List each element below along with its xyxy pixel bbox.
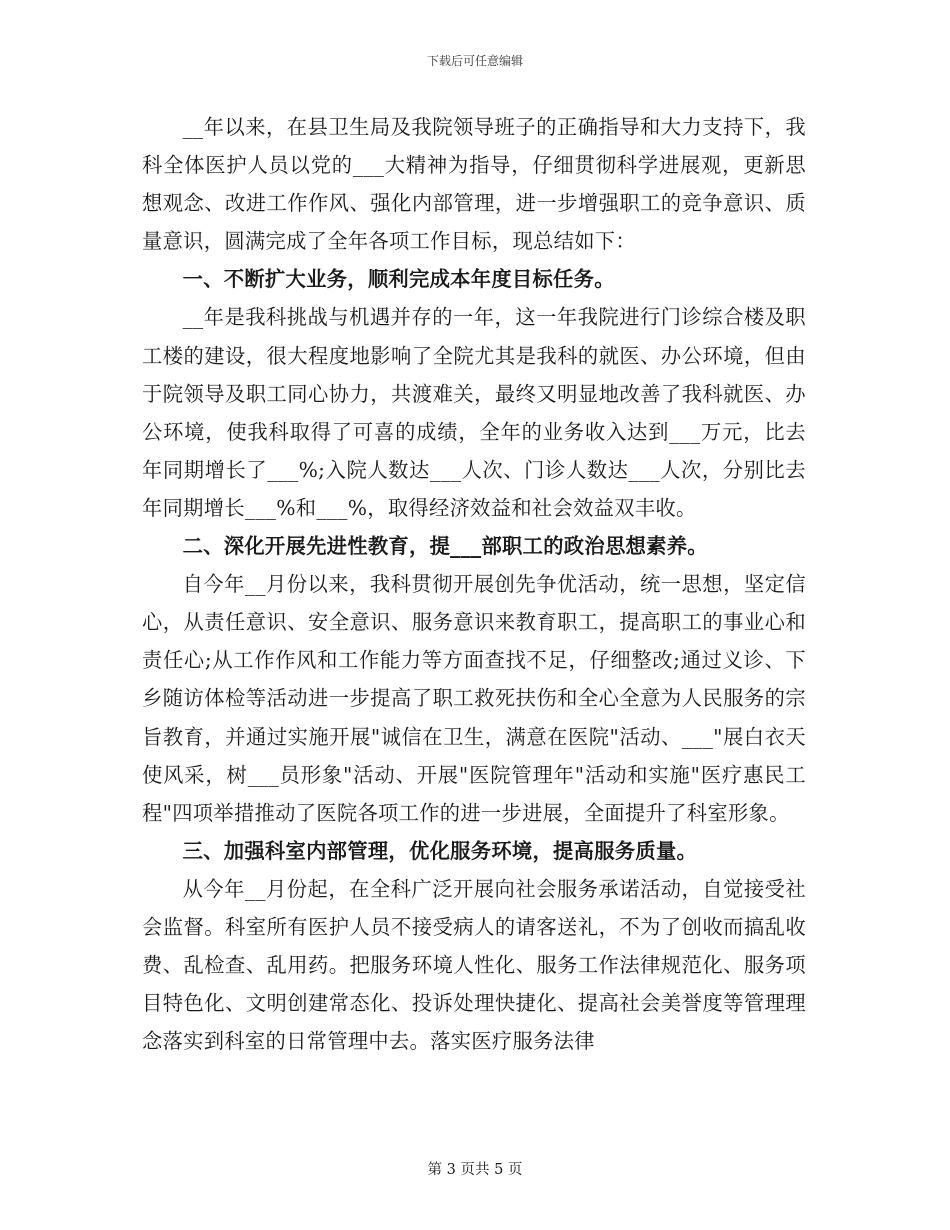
document-body (142, 108, 806, 1060)
section-3-paragraph: 从今年__月份起，在全科广泛开展向社会服务承诺活动，自觉接受社会监督。科室所有医护人员不接受病人的请客送礼，不为了创收而搞乱收费、乱检查、乱用药。把服务环境人性化、服务工作法律规范化、服务项目特色化、文明创建常态化、投诉处理快捷化、提高社会美誉度等管理理念落实到科室的日常管理中去。落实医疗服务法律 (142, 876, 806, 1054)
section-3-heading: 三、加强科室内部管理，优化服务环境，提高服务质量。 (182, 838, 698, 863)
page-number-footer: 第 3 页共 5 页 (427, 1162, 523, 1178)
section-1-heading: 一、不断扩大业务，顺利完成本年度目标任务。 (182, 267, 615, 292)
page-header: 下载后可任意编辑 (426, 54, 523, 68)
section-2-paragraph: 自今年__月份以来，我科贯彻开展创先争优活动，统一思想，坚定信心，从责任意识、安全意识、服务意识来教育职工，提高职工的事业心和责任心;从工作作风和工作能力等方面查找不足，仔细整改;通过义诊、下乡随访体检等活动进一步提高了职工救死扶伤和全心全意为人民服务的宗旨教育，并通过实施开展"诚信在卫生，满意在医院"活动、___"展白衣天使风采，树___员形象"活动、开展"医院管理年"活动和实施"医疗惠民工程"四项举措推动了医院各项工作的进一步进展，全面提升了科室形象。 (142, 572, 806, 825)
section-1-paragraph: __年是我科挑战与机遇并存的一年，这一年我院进行门诊综合楼及职工楼的建设，很大程度地影响了全院尤其是我科的就医、办公环境，但由于院领导及职工同心协力，共渡难关，最终又明显地改善了我科就医、办公环境，使我科取得了可喜的成绩，全年的业务收入达到___万元，比去年同期增长了___%;入院人数达___人次、门诊人数达___人次，分别比去年同期增长___%和___%，取得经济效益和社会效益双丰收。 (142, 305, 806, 520)
intro-paragraph: __年以来，在县卫生局及我院领导班子的正确指导和大力支持下，我科全体医护人员以党的___大精神为指导，仔细贯彻科学进展观，更新思想观念、改进工作作风、强化内部管理，进一步增强职工的竞争意识、质量意识，圆满完成了全年各项工作目标，现总结如下： (142, 115, 806, 254)
section-2-heading: 二、深化开展先进性教育，提___部职工的政治思想素养。 (182, 534, 708, 559)
